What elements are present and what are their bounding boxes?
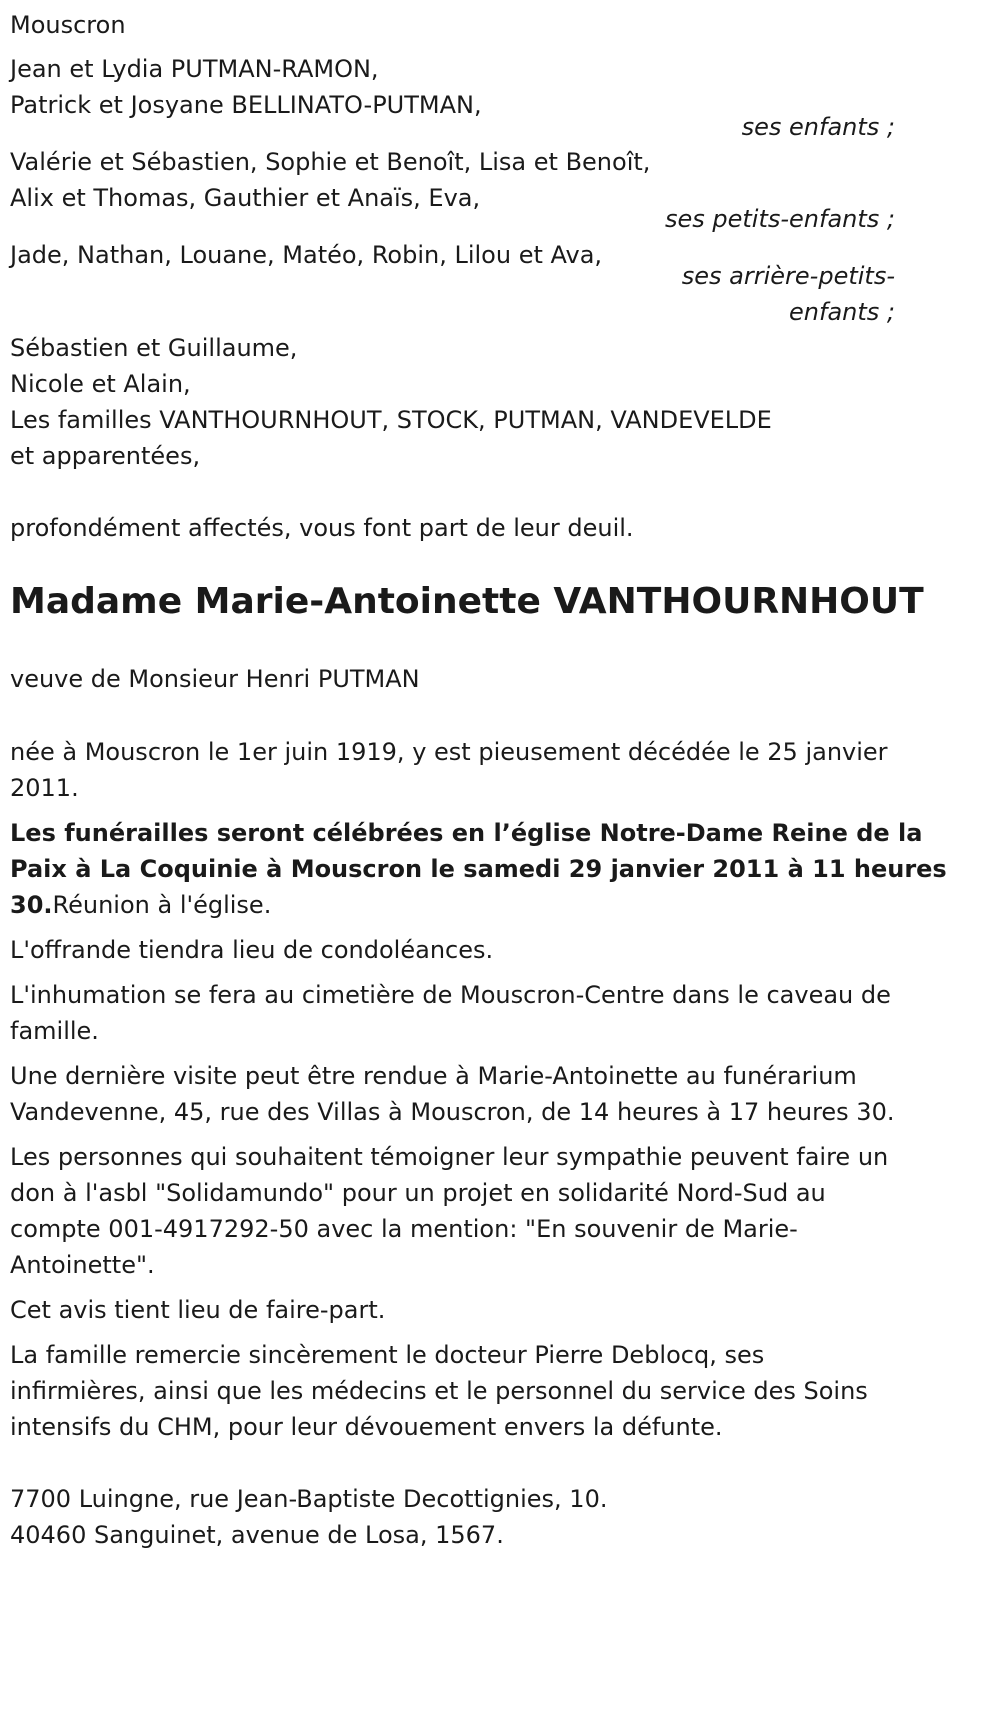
funeral-time-end: 30. [10,891,53,919]
visit-line-2: Vandevenne, 45, rue des Villas à Mouscron, de 14 heures à 17 heures 30. [10,1098,895,1126]
offering: L'offrande tiendra lieu de condoléances. [10,936,494,964]
address-1: 7700 Luingne, rue Jean-Baptiste Decottignies, 10. [10,1485,608,1513]
funeral-line-2: Paix à La Coquinie à Mouscron le samedi 29 janvier 2011 à 11 heures [10,855,947,883]
announcement: profondément affectés, vous font part de leur deuil. [10,514,634,542]
others-line-2: Nicole et Alain, [10,370,191,398]
grandchildren-line-1: Valérie et Sébastien, Sophie et Benoît, Lisa et Benoît, [10,148,651,176]
grandchildren-role: ses petits-enfants ; [664,205,895,233]
burial-line-1: L'inhumation se fera au cimetière de Mouscron-Centre dans le caveau de [10,981,891,1009]
deceased-name: Madame Marie-Antoinette VANTHOURNHOUT [10,581,924,622]
grandchildren-line-2: Alix et Thomas, Gauthier et Anaïs, Eva, [10,184,481,212]
donation-line-3: compte 001-4917292-50 avec la mention: "En souvenir de Marie- [10,1215,798,1243]
birth-death-line-2: 2011. [10,774,79,802]
others-line-3: Les familles VANTHOURNHOUT, STOCK, PUTMAN, VANDEVELDE [10,406,772,434]
great-grandchildren-role-1: ses arrière-petits- [681,262,895,290]
donation-line-4: Antoinette". [10,1251,155,1279]
great-grandchildren-role-2: enfants ; [789,298,895,326]
thanks-line-1: La famille remercie sincèrement le docteur Pierre Deblocq, ses [10,1341,765,1369]
funeral-line-3 [10,887,271,923]
burial-line-2: famille. [10,1017,99,1045]
donation-line-1: Les personnes qui souhaitent témoigner leur sympathie peuvent faire un [10,1143,889,1171]
city: Mouscron [10,11,126,39]
thanks-line-2: infirmières, ainsi que les médecins et le personnel du service des Soins [10,1377,868,1405]
children-line-1: Jean et Lydia PUTMAN-RAMON, [10,55,379,83]
donation-line-2: don à l'asbl "Solidamundo" pour un projet en solidarité Nord-Sud au [10,1179,826,1207]
address-2: 40460 Sanguinet, avenue de Losa, 1567. [10,1521,504,1549]
thanks-line-3: intensifs du CHM, pour leur dévouement envers la défunte. [10,1413,723,1441]
funeral-line-1: Les funérailles seront célébrées en l’église Notre-Dame Reine de la [10,819,923,847]
visit-line-1: Une dernière visite peut être rendue à Marie-Antoinette au funérarium [10,1062,857,1090]
great-grandchildren: Jade, Nathan, Louane, Matéo, Robin, Lilou et Ava, [10,241,603,269]
funeral-reunion: Réunion à l'église. [52,891,272,919]
notice: Cet avis tient lieu de faire-part. [10,1296,386,1324]
others-line-4: et apparentées, [10,442,201,470]
children-role: ses enfants ; [741,113,895,141]
children-line-2: Patrick et Josyane BELLINATO-PUTMAN, [10,91,482,119]
birth-death-line-1: née à Mouscron le 1er juin 1919, y est pieusement décédée le 25 janvier [10,738,888,766]
widow-of: veuve de Monsieur Henri PUTMAN [10,665,420,693]
others-line-1: Sébastien et Guillaume, [10,334,298,362]
